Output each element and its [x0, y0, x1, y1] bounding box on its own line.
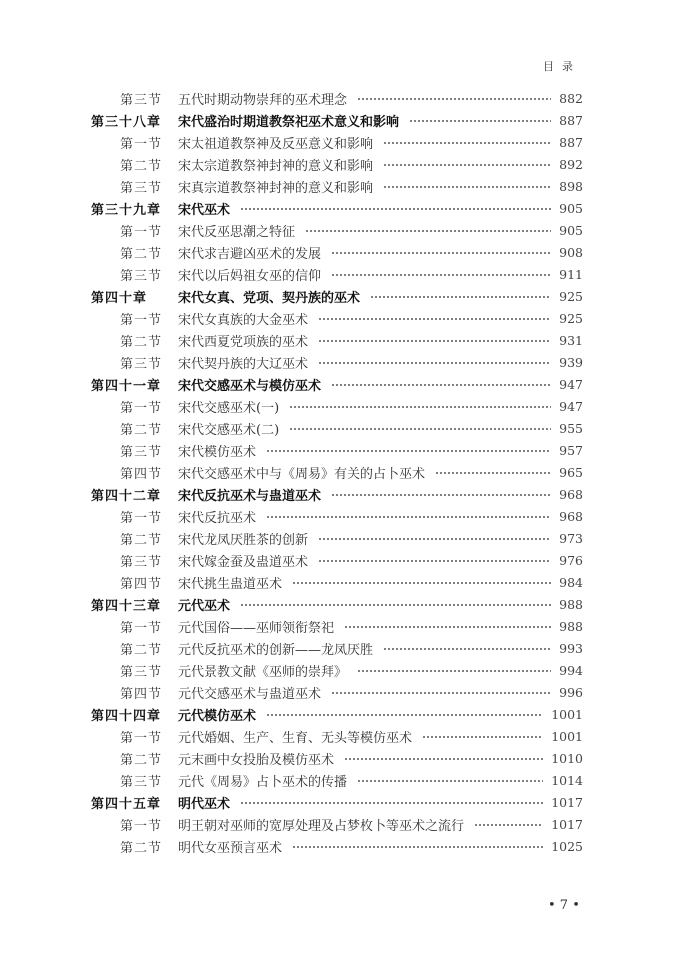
page-ref: 882: [559, 90, 583, 106]
toc-chapter-entry[interactable]: [91, 593, 583, 615]
toc-section-entry[interactable]: [91, 769, 583, 791]
section-title: 宋代西夏党项族的巫术: [178, 334, 309, 350]
section-number: 第四节: [120, 466, 163, 482]
chapter-number: 第四十五章: [91, 796, 162, 812]
page-ref: 911: [559, 266, 583, 282]
chapter-title: 宋代交感巫术与模仿巫术: [178, 378, 322, 394]
page-ref: 947: [559, 376, 583, 392]
section-number: 第一节: [120, 510, 163, 526]
section-number: 第二节: [120, 642, 163, 658]
dot-leader: [383, 648, 551, 650]
toc-section-entry[interactable]: [91, 417, 583, 439]
section-title: 宋代交感巫术(二): [178, 422, 280, 438]
section-title: 元末画中女投胎及模仿巫术: [178, 752, 335, 768]
section-title: 明代女巫预言巫术: [178, 840, 283, 856]
section-title: 宋代模仿巫术: [178, 444, 257, 460]
page-ref: 996: [559, 684, 583, 700]
page-ref: 955: [559, 420, 583, 436]
toc-section-entry[interactable]: [91, 307, 583, 329]
section-number: 第二节: [120, 752, 163, 768]
page-ref: 908: [559, 244, 583, 260]
running-head: 目录: [543, 60, 581, 73]
section-title: 宋代以后妈祖女巫的信仰: [178, 268, 322, 284]
dot-leader: [422, 736, 543, 738]
page-ref: 976: [559, 552, 583, 568]
toc-section-entry[interactable]: [91, 725, 583, 747]
chapter-number: 第三十八章: [91, 114, 162, 130]
dot-leader: [318, 560, 551, 562]
dot-leader: [240, 208, 551, 210]
chapter-title: 宋代巫术: [178, 202, 231, 218]
toc-section-entry[interactable]: [91, 131, 583, 153]
toc-chapter-entry[interactable]: [91, 373, 583, 395]
chapter-number: 第四十四章: [91, 708, 162, 724]
toc-section-entry[interactable]: [91, 549, 583, 571]
section-title: 宋代挑生蛊道巫术: [178, 576, 283, 592]
section-title: 元代景教文献《巫师的崇拜》: [178, 664, 348, 680]
section-title: 元代婚姻、生产、生育、无头等模仿巫术: [178, 730, 413, 746]
page-ref: 984: [559, 574, 583, 590]
dot-leader: [331, 252, 551, 254]
toc-section-entry[interactable]: [91, 87, 583, 109]
page-ref: 931: [559, 332, 583, 348]
page-ref: 939: [559, 354, 583, 370]
dot-leader: [409, 120, 551, 122]
toc-section-entry[interactable]: [91, 527, 583, 549]
chapter-title: 明代巫术: [178, 796, 231, 812]
toc-section-entry[interactable]: [91, 835, 583, 857]
dot-leader: [357, 670, 551, 672]
dot-leader: [331, 494, 551, 496]
chapter-number: 第四十二章: [91, 488, 162, 504]
page-ref: 1001: [551, 728, 583, 744]
section-number: 第一节: [120, 136, 163, 152]
section-title: 宋代反巫思潮之特征: [178, 224, 296, 240]
toc-section-entry[interactable]: [91, 351, 583, 373]
page-ref: 1025: [551, 838, 583, 854]
dot-leader: [370, 296, 551, 298]
toc-section-entry[interactable]: [91, 241, 583, 263]
section-number: 第一节: [120, 818, 163, 834]
chapter-title: 元代模仿巫术: [178, 708, 257, 724]
page-ref: 988: [559, 618, 583, 634]
section-title: 元代反抗巫术的创新——龙凤厌胜: [178, 642, 374, 658]
section-title: 宋代交感巫术中与《周易》有关的占卜巫术: [178, 466, 426, 482]
section-title: 宋代嫁金蚕及蛊道巫术: [178, 554, 309, 570]
page-ref: 925: [559, 310, 583, 326]
section-title: 五代时期动物崇拜的巫术理念: [178, 92, 348, 108]
dot-leader: [357, 780, 543, 782]
page-ref: 947: [559, 398, 583, 414]
dot-leader: [331, 384, 551, 386]
chapter-number: 第三十九章: [91, 202, 162, 218]
toc-section-entry[interactable]: [91, 329, 583, 351]
page-ref: 968: [559, 508, 583, 524]
section-title: 宋代反抗巫术: [178, 510, 257, 526]
section-number: 第一节: [120, 400, 163, 416]
dot-leader: [289, 428, 551, 430]
toc-chapter-entry[interactable]: [91, 197, 583, 219]
section-number: 第三节: [120, 268, 163, 284]
dot-leader: [357, 98, 551, 100]
section-title: 宋代交感巫术(一): [178, 400, 280, 416]
section-number: 第一节: [120, 312, 163, 328]
section-number: 第三节: [120, 774, 163, 790]
dot-leader: [292, 582, 551, 584]
section-title: 宋太宗道教祭神封神的意义和影响: [178, 158, 374, 174]
page-ref: 1017: [551, 816, 583, 832]
section-number: 第三节: [120, 664, 163, 680]
toc-section-entry[interactable]: [91, 681, 583, 703]
section-title: 明王朝对巫师的宽厚处理及占梦枚卜等巫术之流行: [178, 818, 465, 834]
dot-leader: [383, 186, 551, 188]
page-ref: 892: [559, 156, 583, 172]
section-number: 第二节: [120, 422, 163, 438]
section-number: 第二节: [120, 532, 163, 548]
toc-section-entry[interactable]: [91, 175, 583, 197]
dot-leader: [292, 846, 543, 848]
page-ref: 965: [559, 464, 583, 480]
toc-section-entry[interactable]: [91, 571, 583, 593]
dot-leader: [305, 230, 551, 232]
section-title: 宋太祖道教祭神及反巫意义和影响: [178, 136, 374, 152]
dot-leader: [266, 714, 543, 716]
page-ref: 973: [559, 530, 583, 546]
page-ref: 1001: [551, 706, 583, 722]
chapter-title: 宋代盛治时期道教祭祀巫术意义和影响: [178, 114, 400, 130]
chapter-title: 元代巫术: [178, 598, 231, 614]
dot-leader: [435, 472, 551, 474]
page-ref: 1017: [551, 794, 583, 810]
toc-section-entry[interactable]: [91, 153, 583, 175]
section-number: 第三节: [120, 92, 163, 108]
page-ref: 898: [559, 178, 583, 194]
section-title: 宋代龙凤厌胜茶的创新: [178, 532, 309, 548]
section-title: 宋代契丹族的大辽巫术: [178, 356, 309, 372]
table-of-contents: [91, 87, 583, 857]
page-ref: 887: [559, 112, 583, 128]
toc-section-entry[interactable]: [91, 659, 583, 681]
page-ref: 905: [559, 222, 583, 238]
section-number: 第四节: [120, 686, 163, 702]
section-number: 第三节: [120, 180, 163, 196]
toc-section-entry[interactable]: [91, 219, 583, 241]
toc-chapter-entry[interactable]: [91, 703, 583, 725]
page-ref: 968: [559, 486, 583, 502]
toc-chapter-entry[interactable]: [91, 791, 583, 813]
toc-chapter-entry[interactable]: [91, 483, 583, 505]
toc-chapter-entry[interactable]: [91, 109, 583, 131]
dot-leader: [240, 604, 551, 606]
dot-leader: [289, 406, 551, 408]
dot-leader: [331, 692, 551, 694]
section-title: 元代《周易》占卜巫术的传播: [178, 774, 348, 790]
page-ref: 994: [559, 662, 583, 678]
dot-leader: [266, 516, 551, 518]
toc-section-entry[interactable]: [91, 747, 583, 769]
page-ref: 905: [559, 200, 583, 216]
section-title: 宋代求吉避凶巫术的发展: [178, 246, 322, 262]
toc-section-entry[interactable]: [91, 263, 583, 285]
section-title: 宋代女真族的大金巫术: [178, 312, 309, 328]
dot-leader: [331, 274, 551, 276]
section-number: 第三节: [120, 356, 163, 372]
dot-leader: [318, 538, 551, 540]
toc-section-entry[interactable]: [91, 461, 583, 483]
dot-leader: [474, 824, 543, 826]
page-ref: 887: [559, 134, 583, 150]
toc-chapter-entry[interactable]: [91, 285, 583, 307]
chapter-title: 宋代女真、党项、契丹族的巫术: [178, 290, 361, 306]
dot-leader: [266, 450, 551, 452]
section-title: 元代国俗——巫师领衔祭祀: [178, 620, 335, 636]
toc-section-entry[interactable]: [91, 395, 583, 417]
dot-leader: [318, 340, 551, 342]
toc-section-entry[interactable]: [91, 615, 583, 637]
dot-leader: [383, 164, 551, 166]
page-ref: 988: [559, 596, 583, 612]
dot-leader: [318, 362, 551, 364]
section-number: 第二节: [120, 840, 163, 856]
chapter-number: 第四十一章: [91, 378, 162, 394]
toc-section-entry[interactable]: [91, 813, 583, 835]
chapter-number: 第四十章: [91, 290, 148, 306]
section-number: 第一节: [120, 620, 163, 636]
chapter-number: 第四十三章: [91, 598, 162, 614]
section-number: 第二节: [120, 334, 163, 350]
section-number: 第三节: [120, 554, 163, 570]
page-number: • 7 •: [548, 898, 580, 913]
page-ref: 957: [559, 442, 583, 458]
page-ref: 993: [559, 640, 583, 656]
dot-leader: [318, 318, 551, 320]
section-number: 第四节: [120, 576, 163, 592]
section-number: 第三节: [120, 444, 163, 460]
section-number: 第二节: [120, 158, 163, 174]
section-number: 第一节: [120, 224, 163, 240]
dot-leader: [240, 802, 543, 804]
toc-section-entry[interactable]: [91, 439, 583, 461]
page-ref: 1010: [551, 750, 583, 766]
page-ref: 925: [559, 288, 583, 304]
toc-section-entry[interactable]: [91, 637, 583, 659]
chapter-title: 宋代反抗巫术与蛊道巫术: [178, 488, 322, 504]
page-ref: 1014: [551, 772, 583, 788]
section-number: 第一节: [120, 730, 163, 746]
dot-leader: [383, 142, 551, 144]
dot-leader: [344, 758, 543, 760]
toc-section-entry[interactable]: [91, 505, 583, 527]
section-title: 宋真宗道教祭神封神的意义和影响: [178, 180, 374, 196]
dot-leader: [344, 626, 551, 628]
section-number: 第二节: [120, 246, 163, 262]
section-title: 元代交感巫术与蛊道巫术: [178, 686, 322, 702]
